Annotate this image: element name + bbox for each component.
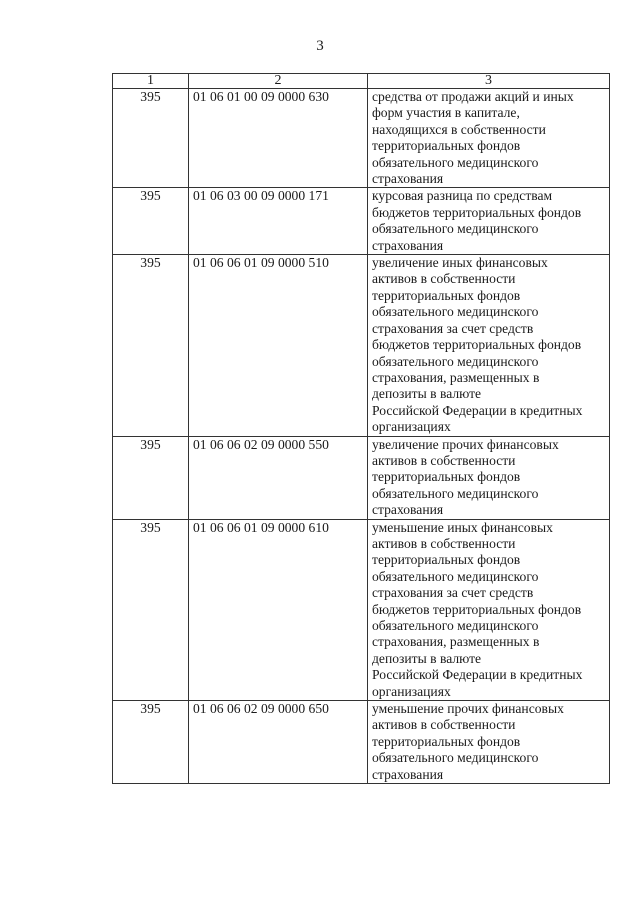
source-name-line: Российской Федерации в кредитных bbox=[372, 667, 583, 683]
source-name-cell bbox=[368, 701, 610, 784]
source-name-line: обязательного медицинского bbox=[372, 618, 539, 633]
source-name-line: страхования bbox=[372, 766, 444, 782]
source-code-cell: 01 06 06 01 09 0000 610 bbox=[189, 519, 368, 700]
table-row bbox=[113, 255, 610, 436]
source-code-cell: 01 06 06 02 09 0000 650 bbox=[189, 701, 368, 784]
source-name-line: депозиты в валюте bbox=[372, 386, 482, 402]
source-name-line: увеличение иных финансовых bbox=[372, 255, 548, 271]
source-name-line: бюджетов территориальных фондов bbox=[372, 601, 582, 617]
source-name-cell bbox=[368, 255, 610, 436]
source-name-line: страхования bbox=[372, 502, 444, 518]
source-name-cell bbox=[368, 188, 610, 255]
source-name-line: находящихся в собственности bbox=[372, 121, 546, 137]
source-name-line: обязательного медицинского bbox=[372, 221, 539, 237]
source-name-line: территориальных фондов bbox=[372, 552, 521, 568]
source-code-cell: 01 06 03 00 09 0000 171 bbox=[189, 188, 368, 255]
source-name-line: страхования за счет средств bbox=[372, 585, 534, 601]
source-name-line: активов в собственности bbox=[372, 535, 516, 551]
source-name-line: страхования bbox=[372, 237, 444, 253]
source-name-line: территориальных фондов bbox=[372, 469, 521, 485]
source-name-line: уменьшение иных финансовых bbox=[372, 519, 553, 535]
table-row bbox=[113, 188, 610, 255]
budget-codes-table bbox=[112, 73, 610, 784]
source-name-line: страхования bbox=[372, 171, 444, 187]
table-row bbox=[113, 519, 610, 700]
source-name-line: уменьшение прочих финансовых bbox=[372, 701, 564, 717]
source-name-line: бюджетов территориальных фондов bbox=[372, 204, 582, 220]
source-name-line: бюджетов территориальных фондов bbox=[372, 337, 582, 353]
table-row bbox=[113, 89, 610, 188]
source-name-line: обязательного медицинского bbox=[372, 353, 539, 369]
source-name-line: страхования за счет средств bbox=[372, 320, 534, 336]
header-column-3: 3 bbox=[368, 74, 610, 89]
source-name-cell bbox=[368, 89, 610, 188]
source-name-line: страхования, размещенных в bbox=[372, 634, 540, 650]
table-body bbox=[113, 89, 610, 784]
source-code-cell: 01 06 06 02 09 0000 550 bbox=[189, 436, 368, 519]
header-column-1: 1 bbox=[113, 74, 189, 89]
source-name-line: обязательного медицинского bbox=[372, 485, 539, 501]
source-name-line: активов в собственности bbox=[372, 452, 516, 468]
source-name-line: обязательного медицинского bbox=[372, 750, 539, 766]
source-code-cell: 01 06 01 00 09 0000 630 bbox=[189, 89, 368, 188]
source-name-line: активов в собственности bbox=[372, 271, 516, 287]
chapter-code-cell: 395 bbox=[113, 188, 189, 255]
source-name-line: территориальных фондов bbox=[372, 287, 521, 303]
source-name-line: курсовая разница по средствам bbox=[372, 188, 553, 204]
source-name-line: депозиты в валюте bbox=[372, 650, 482, 666]
chapter-code-cell: 395 bbox=[113, 89, 189, 188]
page-number: 3 bbox=[316, 38, 324, 54]
table-header-row bbox=[113, 74, 610, 89]
source-name-line: территориальных фондов bbox=[372, 138, 521, 154]
source-name-cell bbox=[368, 519, 610, 700]
source-name-line: организациях bbox=[372, 683, 451, 699]
chapter-code-cell: 395 bbox=[113, 519, 189, 700]
source-name-line: Российской Федерации в кредитных bbox=[372, 402, 583, 418]
source-name-cell bbox=[368, 436, 610, 519]
table-row bbox=[113, 436, 610, 519]
source-name-line: увеличение прочих финансовых bbox=[372, 436, 559, 452]
chapter-code-cell: 395 bbox=[113, 255, 189, 436]
source-name-line: страхования, размещенных в bbox=[372, 369, 540, 385]
chapter-code-cell: 395 bbox=[113, 436, 189, 519]
header-column-2: 2 bbox=[189, 74, 368, 89]
source-name-line: средства от продажи акций и иных bbox=[372, 89, 574, 104]
source-name-line: активов в собственности bbox=[372, 717, 516, 733]
source-name-line: территориальных фондов bbox=[372, 733, 521, 749]
source-name-line: обязательного медицинского bbox=[372, 154, 539, 170]
chapter-code-cell: 395 bbox=[113, 701, 189, 784]
source-name-line: обязательного медицинского bbox=[372, 568, 539, 584]
source-name-line: организациях bbox=[372, 419, 451, 435]
source-code-cell: 01 06 06 01 09 0000 510 bbox=[189, 255, 368, 436]
source-name-line: обязательного медицинского bbox=[372, 304, 539, 320]
source-name-line: форм участия в капитале, bbox=[372, 105, 520, 121]
table-row bbox=[113, 701, 610, 784]
